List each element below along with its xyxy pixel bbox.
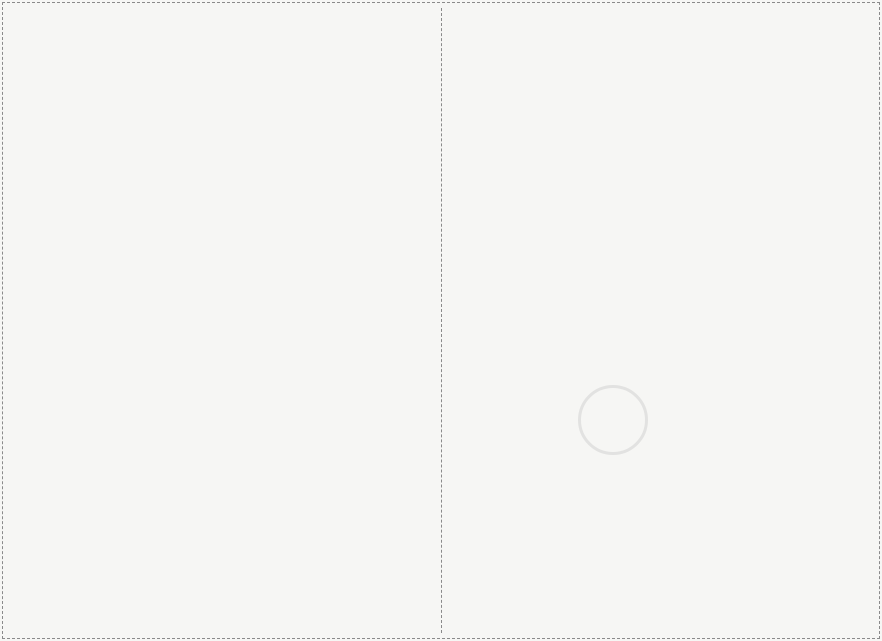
notice-title bbox=[448, 6, 876, 32]
notice-line bbox=[448, 451, 876, 477]
notice-line bbox=[6, 294, 435, 320]
notice-line bbox=[6, 189, 435, 215]
notice-line bbox=[448, 84, 876, 110]
notice-line bbox=[448, 372, 876, 398]
notice-line bbox=[6, 111, 435, 137]
notice-line bbox=[6, 556, 435, 582]
notice-line bbox=[6, 504, 435, 530]
notice-line bbox=[6, 242, 435, 268]
notice-line bbox=[448, 399, 876, 425]
notice-line bbox=[6, 137, 435, 163]
notice-line bbox=[6, 268, 435, 294]
notice-line bbox=[448, 503, 876, 529]
notice-line bbox=[6, 608, 435, 634]
notice-line bbox=[448, 268, 876, 294]
notice-line bbox=[448, 294, 876, 320]
notice-line bbox=[448, 608, 876, 634]
notice-line bbox=[448, 163, 876, 189]
notice-line bbox=[448, 477, 876, 503]
notice-line bbox=[448, 215, 876, 241]
notice-line bbox=[6, 6, 435, 32]
notice-line bbox=[6, 477, 435, 503]
notice-line bbox=[6, 399, 435, 425]
notice-right-column bbox=[448, 6, 876, 634]
notice-line bbox=[6, 58, 435, 84]
notice-line bbox=[6, 582, 435, 608]
notice-line bbox=[6, 163, 435, 189]
notice-line bbox=[448, 556, 876, 582]
notice-line bbox=[448, 111, 876, 137]
notice-line bbox=[6, 216, 435, 242]
notice-line bbox=[6, 530, 435, 556]
notice-left-column bbox=[6, 6, 435, 634]
watermark-logo-icon bbox=[578, 385, 648, 455]
notice-line bbox=[448, 425, 876, 451]
notice-line bbox=[448, 189, 876, 215]
notice-line bbox=[6, 373, 435, 399]
column-divider bbox=[441, 8, 442, 633]
notice-line bbox=[448, 346, 876, 372]
notice-line bbox=[6, 451, 435, 477]
notice-line bbox=[448, 242, 876, 268]
notice-line bbox=[6, 32, 435, 58]
notice-line bbox=[448, 137, 876, 163]
notice-line bbox=[448, 32, 876, 58]
notice-line bbox=[448, 582, 876, 608]
notice-line bbox=[448, 320, 876, 346]
notice-line bbox=[448, 530, 876, 556]
notice-line bbox=[6, 346, 435, 372]
notice-line bbox=[448, 58, 876, 84]
notice-line bbox=[6, 425, 435, 451]
notice-line bbox=[6, 320, 435, 346]
notice-line bbox=[6, 85, 435, 111]
